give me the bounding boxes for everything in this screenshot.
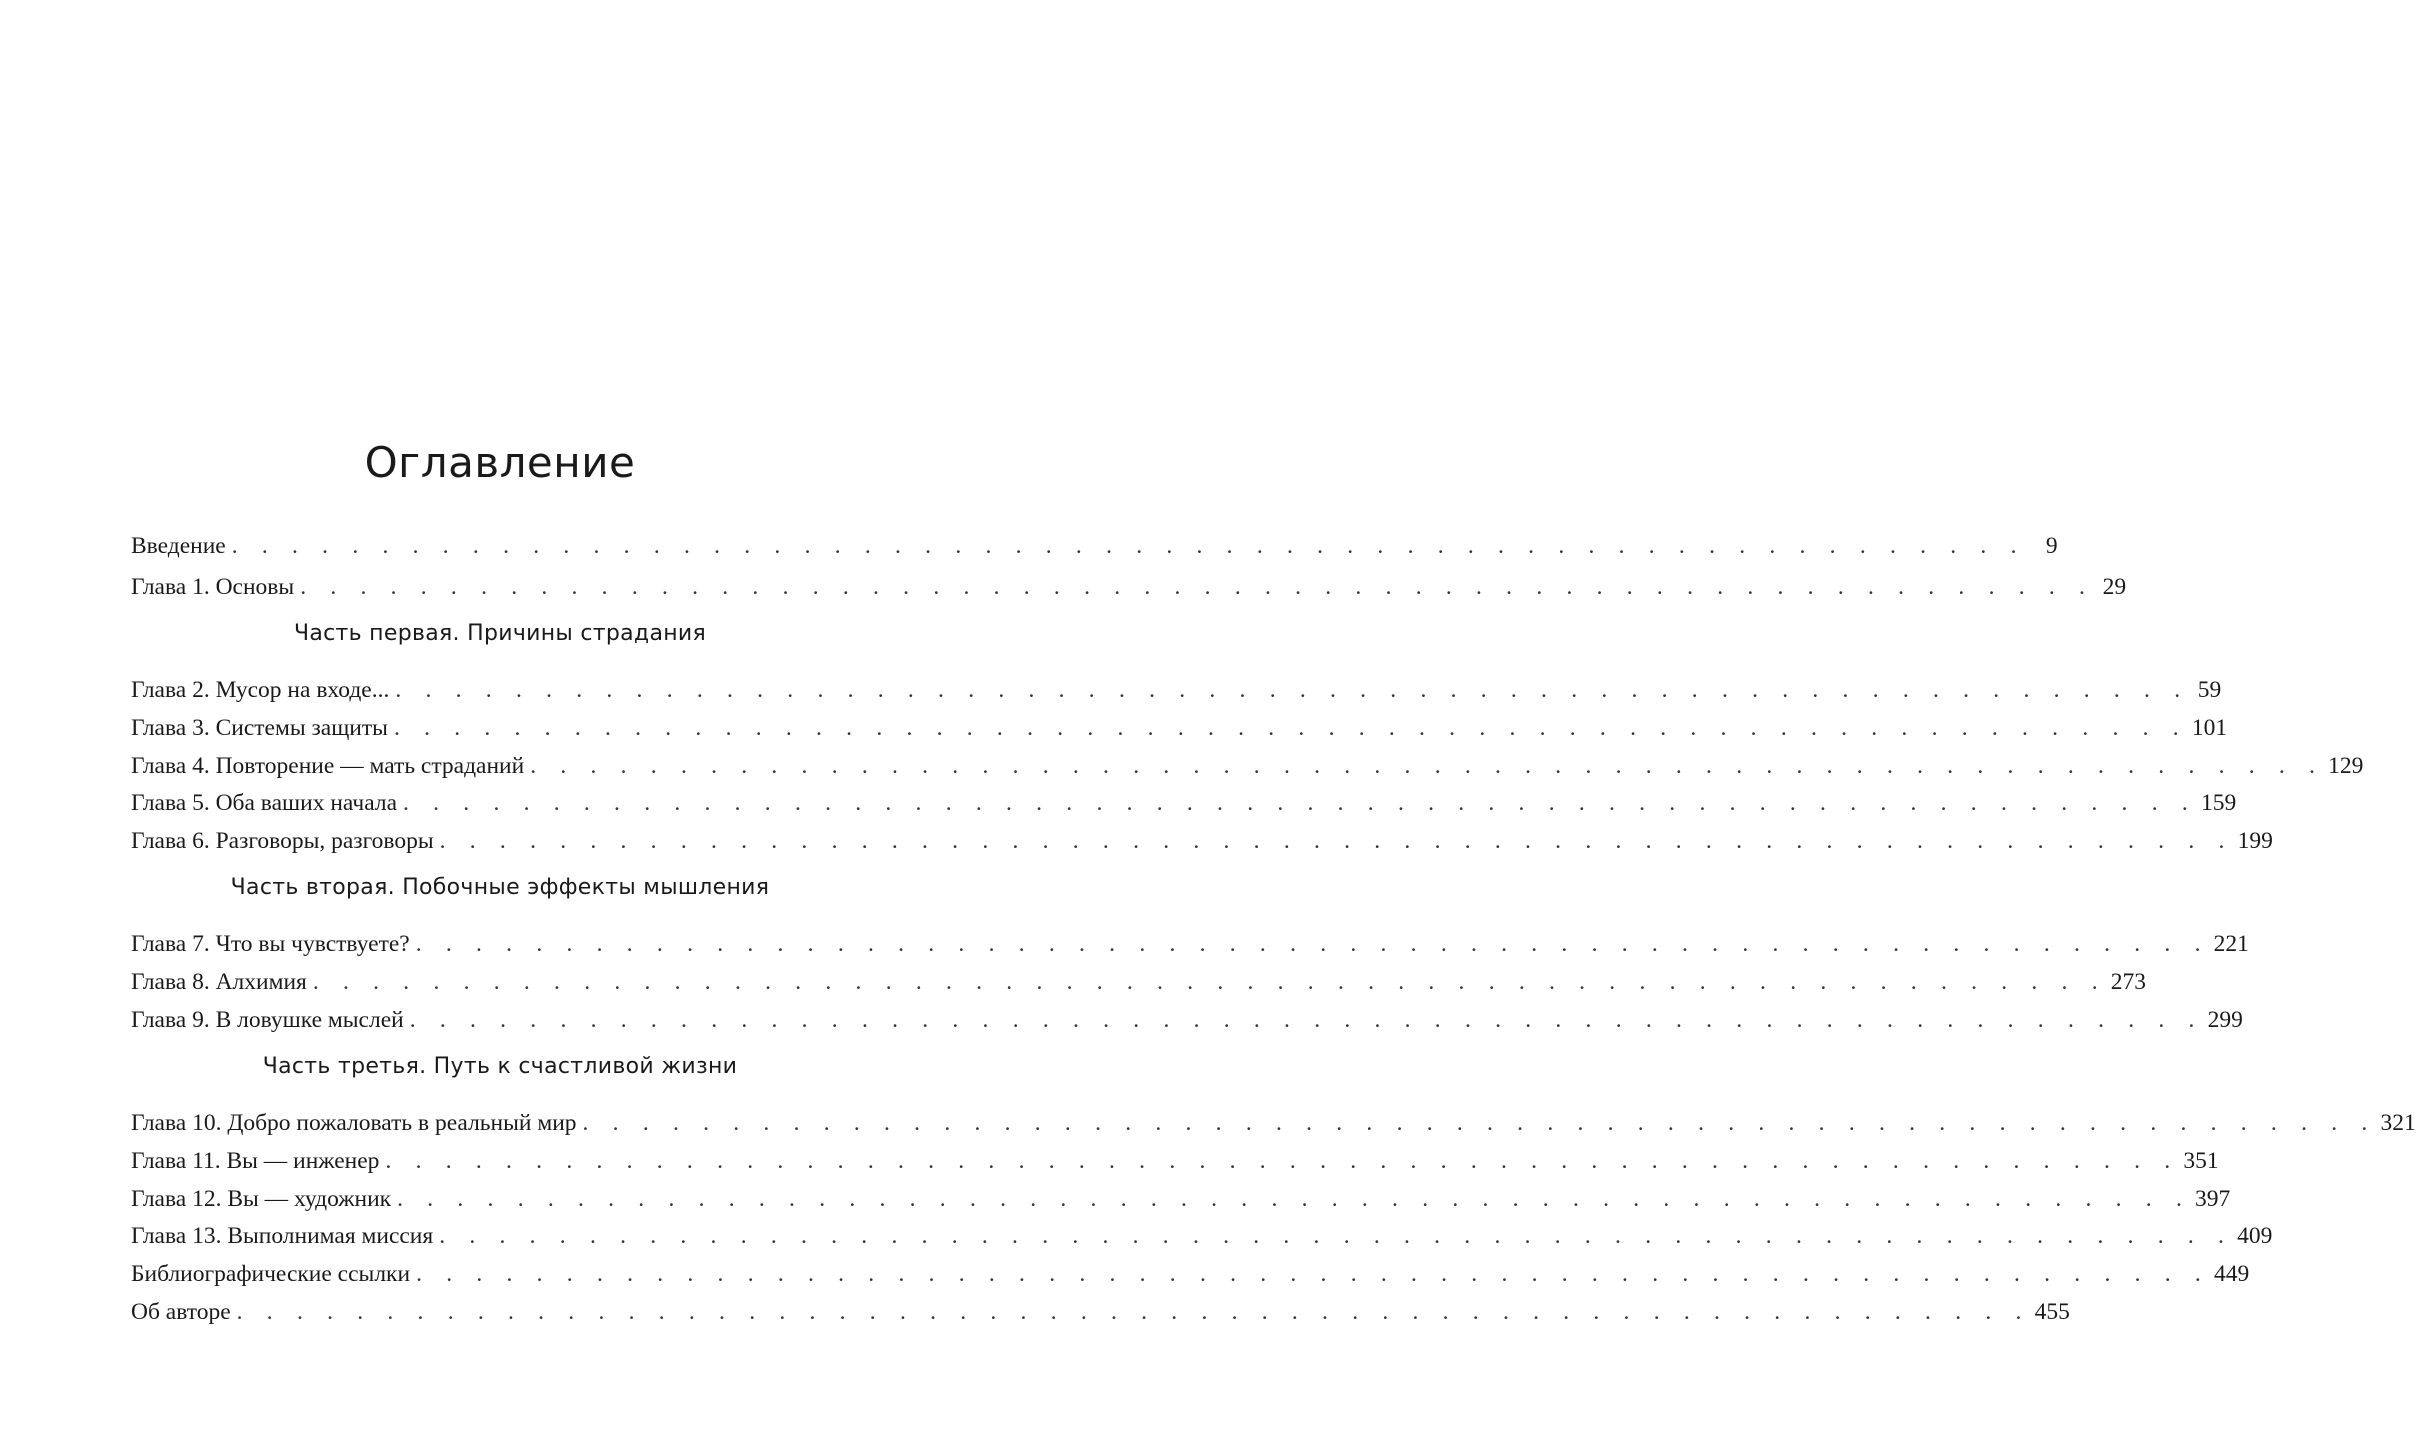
toc-entry[interactable] (131, 1299, 2070, 1331)
dot-leader: . . . . . . . . . . . . . . . . . . . . . . . . . . . . . . . . . . . . . . . . . . . . . . . . . . . . . . . . . . . . (416, 1261, 2210, 1287)
toc-entry-page: 59 (2197, 677, 2222, 703)
dot-leader: . . . . . . . . . . . . . . . . . . . . . . . . . . . . . . . . . . . . . . . . . . . . . . . . . . . . . . . . . . . . (300, 574, 2095, 600)
toc-entry-page: 159 (2200, 790, 2237, 816)
toc-entry-page: 221 (2213, 931, 2249, 957)
toc-entry[interactable] (131, 969, 2147, 1001)
toc-entry-page: 273 (2110, 969, 2147, 995)
toc-entry-page: 397 (2195, 1186, 2231, 1212)
toc-entry-label: Глава 2. Мусор на входе... (131, 677, 390, 703)
toc-entry-page: 455 (2034, 1299, 2070, 1325)
dot-leader: . . . . . . . . . . . . . . . . . . . . . . . . . . . . . . . . . . . . . . . . . . . . . . . . . . . . . . . . . . . . (530, 753, 2325, 779)
toc-entry-label: Глава 8. Алхимия (131, 969, 307, 995)
toc-entry-label: Глава 6. Разговоры, разговоры (131, 828, 434, 854)
part-heading: Часть первая. Причины страдания (293, 621, 707, 646)
toc-entry-label: Об авторе (131, 1299, 231, 1325)
toc-entry[interactable] (131, 753, 2364, 785)
dot-leader: . . . . . . . . . . . . . . . . . . . . . . . . . . . . . . . . . . . . . . . . . . . . . . . . . . . . . . . . . . . . (403, 790, 2197, 816)
dot-leader: . . . . . . . . . . . . . . . . . . . . . . . . . . . . . . . . . . . . . . . . . . . . . . . . . . . . . . . . . . . . (415, 931, 2210, 957)
toc-entry-page: 351 (2183, 1148, 2219, 1174)
toc-entry[interactable] (131, 931, 2249, 963)
toc-entry-label: Библиографические ссылки (131, 1261, 411, 1287)
toc-entry-label: Глава 12. Вы — художник (131, 1186, 392, 1212)
dot-leader: . . . . . . . . . . . . . . . . . . . . . . . . . . . . . . . . . . . . . . . . . . . . . . . . . . . . . . . . . . . . (409, 1007, 2204, 1033)
part-heading: Часть вторая. Побочные эффекты мышления (230, 875, 770, 900)
toc-entry-page: 409 (2237, 1223, 2273, 1249)
toc-entry[interactable] (131, 1110, 2416, 1142)
toc-entry[interactable] (131, 533, 2058, 565)
toc-entry[interactable] (131, 1223, 2273, 1255)
toc-entry[interactable] (131, 1261, 2250, 1293)
dot-leader: . . . . . . . . . . . . . . . . . . . . . . . . . . . . . . . . . . . . . . . . . . . . . . . . . . . . . . . . . . . . (393, 715, 2188, 741)
toc-entry-label: Глава 7. Что вы чувствуете? (131, 931, 410, 957)
toc-entry[interactable] (131, 828, 2273, 860)
dot-leader: . . . . . . . . . . . . . . . . . . . . . . . . . . . . . . . . . . . . . . . . . . . . . . . . . . . . . . . . . . . . (312, 969, 2107, 995)
toc-entry-label: Введение (131, 533, 226, 559)
page-title: Оглавление (364, 438, 636, 487)
toc-entry-label: Глава 13. Выполнимая миссия (131, 1223, 434, 1249)
toc-entry-label: Глава 5. Оба ваших начала (131, 790, 397, 816)
toc-entry-page: 199 (2237, 828, 2273, 854)
toc-entry-page: 449 (2214, 1261, 2250, 1287)
toc-entry[interactable] (131, 574, 2127, 606)
toc-entry[interactable] (131, 715, 2228, 747)
dot-leader: . . . . . . . . . . . . . . . . . . . . . . . . . . . . . . . . . . . . . . . . . . . . . . . . . . . . . . . . . . . . (395, 677, 2190, 703)
toc-entry-label: Глава 3. Системы защиты (131, 715, 388, 741)
dot-leader: . . . . . . . . . . . . . . . . . . . . . . . . . . . . . . . . . . . . . . . . . . . . . . . . . . . . . . . . . . . . (385, 1148, 2180, 1174)
toc-entry-page: 299 (2207, 1007, 2243, 1033)
toc-entry-label: Глава 4. Повторение — мать страданий (131, 753, 525, 779)
toc-entry[interactable] (131, 790, 2237, 822)
dot-leader: . . . . . . . . . . . . . . . . . . . . . . . . . . . . . . . . . . . . . . . . . . . . . . . . . . . . . . . . . . . . (439, 1223, 2234, 1249)
dot-leader: . . . . . . . . . . . . . . . . . . . . . . . . . . . . . . . . . . . . . . . . . . . . . . . . . . . . . . . . . . . . (231, 533, 2026, 559)
toc-entry-page: 9 (2045, 533, 2058, 559)
dot-leader: . . . . . . . . . . . . . . . . . . . . . . . . . . . . . . . . . . . . . . . . . . . . . . . . . . . . . . . . . . . . (236, 1299, 2031, 1325)
toc-entry-page: 129 (2328, 753, 2364, 779)
dot-leader: . . . . . . . . . . . . . . . . . . . . . . . . . . . . . . . . . . . . . . . . . . . . . . . . . . . . . . . . . . . . (439, 828, 2234, 854)
toc-entry-label: Глава 11. Вы — инженер (131, 1148, 380, 1174)
toc-entry[interactable] (131, 1148, 2219, 1180)
toc-entry-page: 101 (2191, 715, 2228, 741)
dot-leader: . . . . . . . . . . . . . . . . . . . . . . . . . . . . . . . . . . . . . . . . . . . . . . . . . . . . . . . . . . . . (582, 1110, 2377, 1136)
toc-entry[interactable] (131, 677, 2222, 709)
toc-entry[interactable] (131, 1186, 2231, 1218)
toc-entry-label: Глава 9. В ловушке мыслей (131, 1007, 404, 1033)
toc-entry-label: Глава 1. Основы (131, 574, 295, 600)
dot-leader: . . . . . . . . . . . . . . . . . . . . . . . . . . . . . . . . . . . . . . . . . . . . . . . . . . . . . . . . . . . . (397, 1186, 2192, 1212)
toc-entry[interactable] (131, 1007, 2243, 1039)
toc-entry-label: Глава 10. Добро пожаловать в реальный мир (131, 1110, 577, 1136)
toc-entry-page: 321 (2380, 1110, 2416, 1136)
part-heading: Часть третья. Путь к счастливой жизни (262, 1054, 738, 1079)
toc-entry-page: 29 (2102, 574, 2127, 600)
